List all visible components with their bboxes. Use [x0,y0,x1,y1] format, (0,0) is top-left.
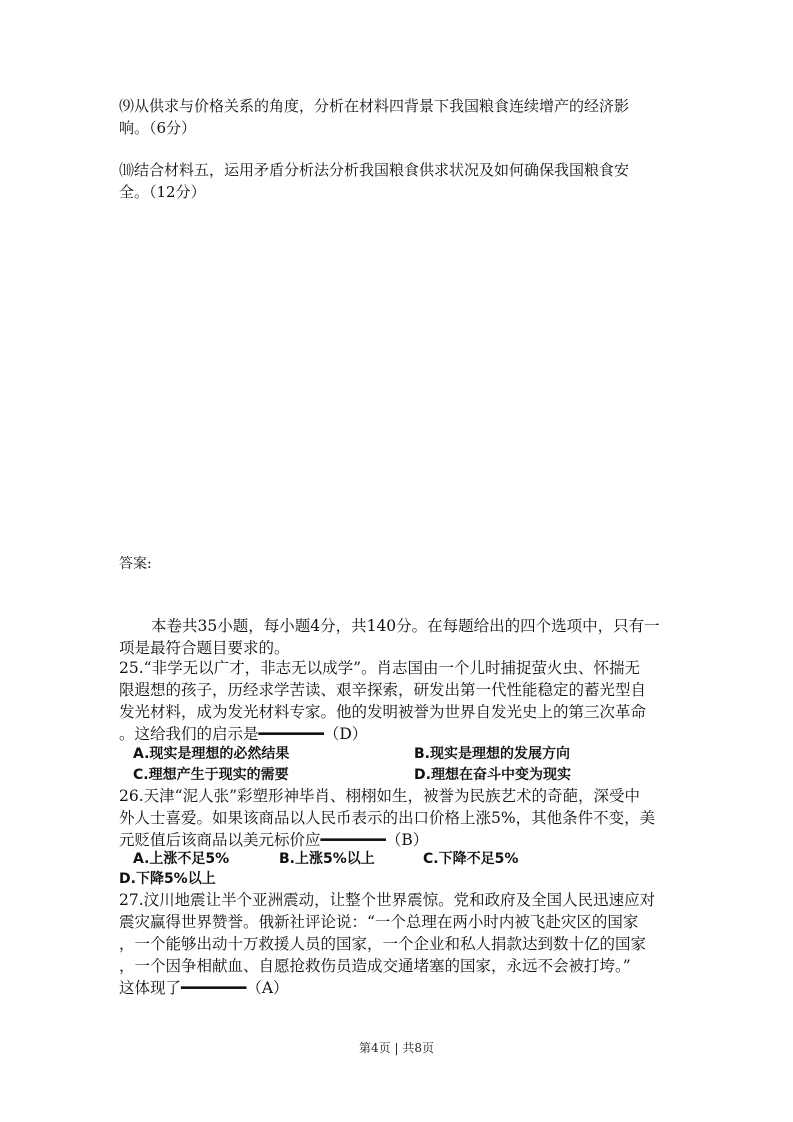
question-25-line-3: 发光材料，成为发光材料专家。他的发明被誉为世界自发光史上的第三次革命 [119,703,647,721]
question-26-option-a: A.上涨不足5% [133,851,230,867]
question-27-line-5: 这体现了━━━━━━━（A） [119,979,289,997]
question-10-line-1: ⑽结合材料五，运用矛盾分析法分析我国粮食供求状况及如何确保我国粮食安 [119,161,630,179]
question-27-line-4: ，一个因争相献血、自愿抢救伤员造成交通堵塞的国家，永远不会被打垮。” [119,957,631,975]
question-10-line-2: 全。（12分） [119,183,206,201]
question-27-line-3: ，一个能够出动十万救援人员的国家，一个企业和私人捐款达到数十亿的国家 [119,935,647,953]
question-26-line-3: 元贬值后该商品以美元标价应━━━━━━━（B） [119,831,429,849]
question-27-line-2: 震灾赢得世界赞誉。俄新社评论说：“一个总理在两小时内被飞赴灾区的国家 [119,913,639,931]
page-footer: 第4页 | 共8页 [359,1041,434,1055]
intro-line-1: 本卷共35小题，每小题4分，共140分。在每题给出的四个选项中，只有一 [151,617,660,635]
question-25-option-a: A.现实是理想的必然结果 [133,746,290,762]
question-25-line-2: 限遐想的孩子，历经求学苦读、艰辛探索，研发出第一代性能稳定的蓄光型自 [119,681,647,699]
question-25-option-d: D.理想在奋斗中变为现实 [414,767,571,783]
question-26-line-1: 26.天津“泥人张”彩塑形神毕肖、栩栩如生，被誉为民族艺术的奇葩，深受中 [119,787,641,805]
question-26-option-b: B.上涨5%以上 [279,851,375,867]
question-25-option-c: C.理想产生于现实的需要 [133,767,289,783]
question-26-option-d: D.下降5%以上 [119,871,216,887]
intro-line-2: 项是最符合题目要求的。 [119,639,290,657]
question-27-line-1: 27.汶川地震让半个亚洲震动，让整个世界震惊。党和政府及全国人民迅速应对 [119,891,656,909]
question-25-line-1: 25.“非学无以广才，非志无以成学”。肖志国由一个儿时捕捉萤火虫、怀揣无 [119,659,641,677]
question-25-option-b: B.现实是理想的发展方向 [414,746,570,762]
answer-label: 答案: [119,556,152,572]
question-9-line-2: 响。（6分） [119,119,197,137]
question-26-line-2: 外人士喜爱。如果该商品以人民币表示的出口价格上涨5%，其他条件不变，美 [119,809,656,827]
question-26-option-c: C.下降不足5% [423,851,519,867]
question-9-line-1: ⑼从供求与价格关系的角度，分析在材料四背景下我国粮食连续增产的经济影 [119,97,630,115]
question-25-line-4: 。这给我们的启示是━━━━━━━（D） [119,725,368,743]
